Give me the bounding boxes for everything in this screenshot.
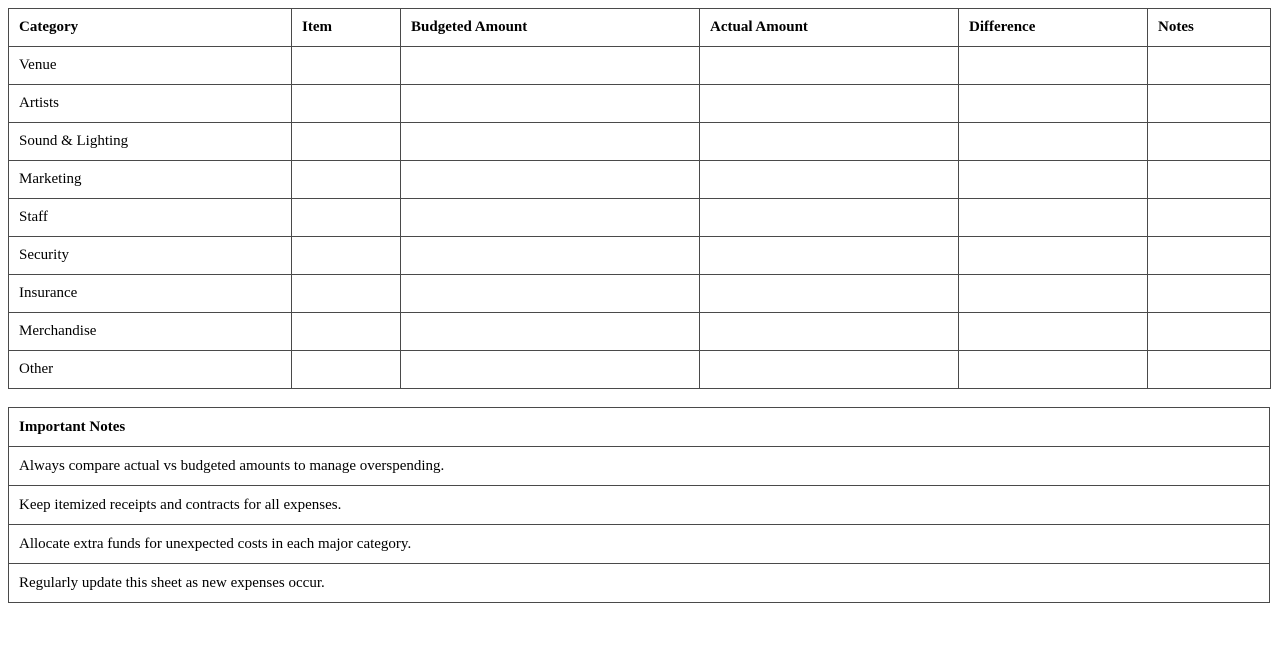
cell-category: Sound & Lighting bbox=[9, 123, 292, 161]
cell-item[interactable] bbox=[292, 313, 401, 351]
cell-item[interactable] bbox=[292, 85, 401, 123]
note-item: Allocate extra funds for unexpected costs in each major category. bbox=[9, 525, 1270, 564]
cell-actual[interactable] bbox=[700, 313, 959, 351]
header-category: Category bbox=[9, 9, 292, 47]
table-row bbox=[9, 85, 1271, 123]
cell-budgeted[interactable] bbox=[401, 237, 700, 275]
cell-actual[interactable] bbox=[700, 161, 959, 199]
cell-actual[interactable] bbox=[700, 85, 959, 123]
cell-notes[interactable] bbox=[1148, 351, 1271, 389]
cell-difference[interactable] bbox=[959, 199, 1148, 237]
header-budgeted-amount: Budgeted Amount bbox=[401, 9, 700, 47]
cell-notes[interactable] bbox=[1148, 123, 1271, 161]
cell-budgeted[interactable] bbox=[401, 199, 700, 237]
cell-item[interactable] bbox=[292, 123, 401, 161]
header-difference: Difference bbox=[959, 9, 1148, 47]
header-actual-amount: Actual Amount bbox=[700, 9, 959, 47]
note-row bbox=[9, 447, 1270, 486]
note-item: Keep itemized receipts and contracts for all expenses. bbox=[9, 486, 1270, 525]
cell-category: Venue bbox=[9, 47, 292, 85]
header-notes: Notes bbox=[1148, 9, 1271, 47]
cell-category: Marketing bbox=[9, 161, 292, 199]
important-notes-title: Important Notes bbox=[9, 408, 1270, 447]
cell-budgeted[interactable] bbox=[401, 123, 700, 161]
note-row bbox=[9, 486, 1270, 525]
note-item: Regularly update this sheet as new expenses occur. bbox=[9, 564, 1270, 603]
table-row bbox=[9, 199, 1271, 237]
cell-item[interactable] bbox=[292, 275, 401, 313]
cell-difference[interactable] bbox=[959, 85, 1148, 123]
cell-budgeted[interactable] bbox=[401, 161, 700, 199]
table-row bbox=[9, 161, 1271, 199]
cell-actual[interactable] bbox=[700, 275, 959, 313]
note-row bbox=[9, 564, 1270, 603]
cell-notes[interactable] bbox=[1148, 237, 1271, 275]
cell-budgeted[interactable] bbox=[401, 275, 700, 313]
cell-item[interactable] bbox=[292, 351, 401, 389]
cell-actual[interactable] bbox=[700, 351, 959, 389]
cell-category: Staff bbox=[9, 199, 292, 237]
cell-notes[interactable] bbox=[1148, 85, 1271, 123]
cell-category: Merchandise bbox=[9, 313, 292, 351]
cell-actual[interactable] bbox=[700, 237, 959, 275]
note-item: Always compare actual vs budgeted amounts to manage overspending. bbox=[9, 447, 1270, 486]
cell-budgeted[interactable] bbox=[401, 47, 700, 85]
table-row bbox=[9, 351, 1271, 389]
header-item: Item bbox=[292, 9, 401, 47]
cell-difference[interactable] bbox=[959, 237, 1148, 275]
cell-difference[interactable] bbox=[959, 123, 1148, 161]
cell-category: Security bbox=[9, 237, 292, 275]
cell-budgeted[interactable] bbox=[401, 313, 700, 351]
cell-item[interactable] bbox=[292, 161, 401, 199]
table-row bbox=[9, 123, 1271, 161]
cell-notes[interactable] bbox=[1148, 199, 1271, 237]
cell-category: Insurance bbox=[9, 275, 292, 313]
table-row bbox=[9, 237, 1271, 275]
important-notes-table bbox=[8, 407, 1270, 603]
notes-header-row bbox=[9, 408, 1270, 447]
table-row bbox=[9, 275, 1271, 313]
cell-difference[interactable] bbox=[959, 351, 1148, 389]
budget-table bbox=[8, 8, 1271, 389]
cell-actual[interactable] bbox=[700, 47, 959, 85]
cell-category: Other bbox=[9, 351, 292, 389]
cell-budgeted[interactable] bbox=[401, 85, 700, 123]
cell-actual[interactable] bbox=[700, 123, 959, 161]
cell-difference[interactable] bbox=[959, 313, 1148, 351]
cell-item[interactable] bbox=[292, 199, 401, 237]
cell-notes[interactable] bbox=[1148, 161, 1271, 199]
cell-actual[interactable] bbox=[700, 199, 959, 237]
cell-category: Artists bbox=[9, 85, 292, 123]
table-row bbox=[9, 313, 1271, 351]
cell-notes[interactable] bbox=[1148, 275, 1271, 313]
note-row bbox=[9, 525, 1270, 564]
cell-difference[interactable] bbox=[959, 47, 1148, 85]
page-content bbox=[8, 8, 1270, 603]
table-row bbox=[9, 47, 1271, 85]
cell-budgeted[interactable] bbox=[401, 351, 700, 389]
cell-difference[interactable] bbox=[959, 275, 1148, 313]
budget-table-header-row bbox=[9, 9, 1271, 47]
cell-item[interactable] bbox=[292, 237, 401, 275]
cell-notes[interactable] bbox=[1148, 47, 1271, 85]
cell-item[interactable] bbox=[292, 47, 401, 85]
cell-difference[interactable] bbox=[959, 161, 1148, 199]
cell-notes[interactable] bbox=[1148, 313, 1271, 351]
